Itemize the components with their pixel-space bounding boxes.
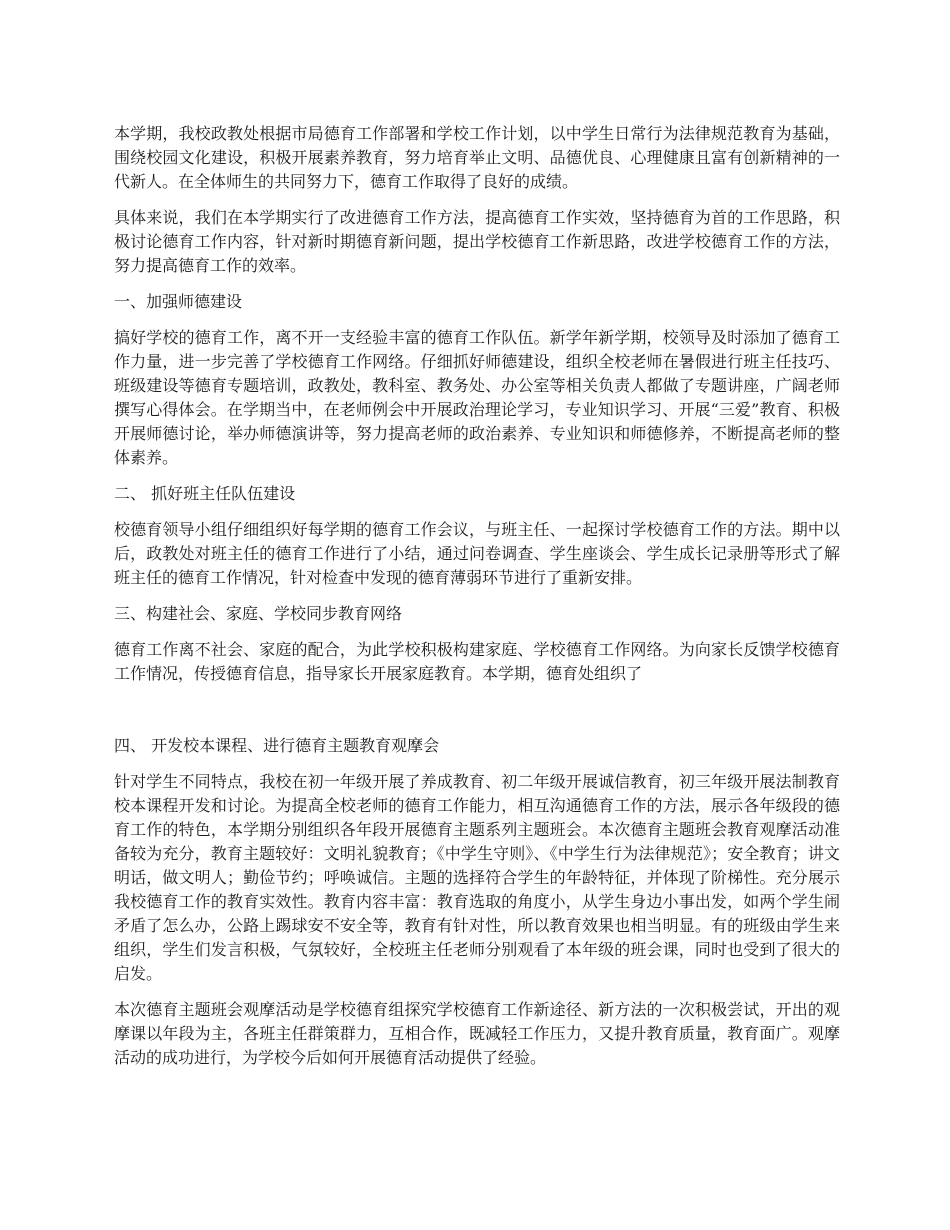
section-heading-1: 一、加强师德建设: [114, 292, 243, 311]
section-heading-3: 三、构建社会、家庭、学校同步教育网络: [114, 604, 403, 623]
section-4-paragraph: 针对学生不同特点，我校在初一年级开展了养成教育、初二年级开展诚信教育，初三年级开展法制教育校本课程开发和讨论。为提高全校老师的德育工作能力，相互沟通德育工作的方法，展示各年级段的德育工作的特色，本学期分别组织各年段开展德育主题系列主题班会。本次德育主题班会教育观摩活动准备较为充分，教育主题较好：文明礼貌教育；《中学生守则》、《中学生行为法律规范》；安全教育；讲文明话，做文明人；勤俭节约；呼唤诚信。主题的选择符合学生的年龄特征，并体现了阶梯性。充分展示我校德育工作的教育实效性。教育内容丰富：教育选取的角度小，从学生身边小事出发，如两个学生闹矛盾了怎么办，公路上踢球安不安全等，教育有针对性，所以教育效果也相当明显。有的班级由学生来组织，学生们发言积极，气氛较好，全校班主任老师分别观看了本年级的班会课，同时也受到了很大的启发。: [114, 772, 840, 983]
conclusion-paragraph: 本次德育主题班会观摩活动是学校德育组探究学校德育工作新途径、新方法的一次积极尝试，开出的观摩课以年段为主，各班主任群策群力，互相合作，既减轻工作压力，又提升教育质量，教育面广。观摩活动的成功进行，为学校今后如何开展德育活动提供了经验。: [114, 1000, 840, 1067]
section-1-paragraph: 搞好学校的德育工作，离不开一支经验丰富的德育工作队伍。新学年新学期，校领导及时添加了德育工作力量，进一步完善了学校德育工作网络。仔细抓好师德建设，组织全校老师在暑假进行班主任技巧、班级建设等德育专题培训，政教处，教科室、教务处、办公室等相关负责人都做了专题讲座，广阔老师撰写心得体会。在学期当中，在老师例会中开展政治理论学习，专业知识学习、开展“三爱”教育、积极开展师德讨论，举办师德演讲等，努力提高老师的政治素养、专业知识和师德修养，不断提高老师的整体素养。: [114, 328, 840, 467]
section-heading-2: 二、 抓好班主任队伍建设: [114, 484, 296, 503]
approach-paragraph: 具体来说，我们在本学期实行了改进德育工作方法，提高德育工作实效，坚持德育为首的工作思路，积极讨论德育工作内容，针对新时期德育新问题，提出学校德育工作新思路，改进学校德育工作的方法，努力提高德育工作的效率。: [114, 208, 840, 275]
intro-paragraph: 本学期，我校政教处根据市局德育工作部署和学校工作计划，以中学生日常行为法律规范教育为基础，围绕校园文化建设，积极开展素养教育，努力培育举止文明、品德优良、心理健康且富有创新精神的一代新人。在全体师生的共同努力下，德育工作取得了良好的成绩。: [114, 124, 840, 191]
section-heading-4: 四、 开发校本课程、进行德育主题教育观摩会: [114, 736, 440, 755]
section-3-paragraph: 德育工作离不社会、家庭的配合，为此学校积极构建家庭、学校德育工作网络。为向家长反馈学校德育工作情况，传授德育信息，指导家长开展家庭教育。本学期，德育处组织了: [114, 640, 840, 683]
document-body: [114, 122, 840, 1070]
section-2-paragraph: 校德育领导小组仔细组织好每学期的德育工作会议，与班主任、一起探讨学校德育工作的方法。期中以后，政教处对班主任的德育工作进行了小结，通过问卷调查、学生座谈会、学生成长记录册等形式了解班主任的德育工作情况，针对检查中发现的德育薄弱环节进行了重新安排。: [114, 520, 840, 587]
